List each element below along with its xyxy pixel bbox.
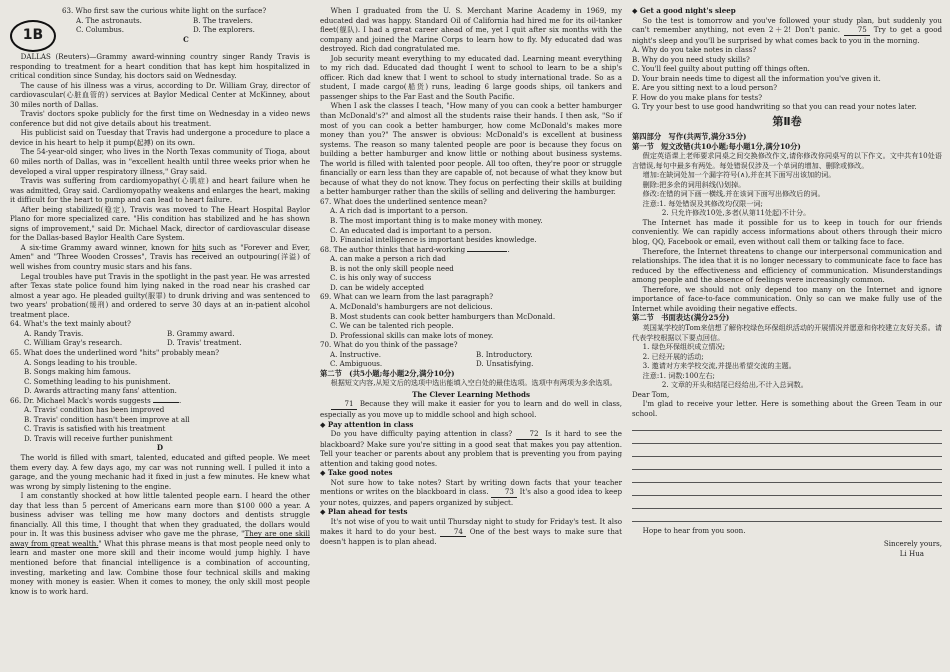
paragraph: When I ask the classes I teach, "How many of you can cook a better hamburger than McDonald's?" and almost all the students raise their hands. I then ask, "So if most of you can cook a better hamburger, how come McDonald's makes more money than you?" The answer is obvious: McDonald's is excellent at business systems. The reason so many talented people are poor is because they focus on building a better hamburger and know little or nothing about business systems. The world is filled with talented poor people. All too often, they're poor or struggle financially or earn less than they are capable of, not because of what they know but because of what they do not know. They focus on perfecting their skills at building a better hamburger rather than the skills of selling and delivering the hamburger.: [320, 101, 622, 197]
question-69-options: [320, 302, 622, 340]
paragraph: Not sure how to take notes? Start by writing down facts that your teacher mentions or writes on the blackboard in class. 73 It's also a good idea to keep your notes, quizzes, and papers organized by subject.: [320, 477, 622, 507]
question-68: 68. The author thinks that hard-working .: [320, 244, 510, 254]
question-64: 64. What's the text mainly about?: [10, 319, 131, 329]
option: D. The explorers.: [193, 25, 255, 35]
passage-c-title: C: [183, 34, 189, 44]
option: B. Why do you need study skills?: [632, 54, 750, 64]
note: 注意:1. 每处错误及其修改均仅限一词;: [642, 198, 763, 208]
paragraph: The cause of his illness was a virus, according to Dr. William Gray, director of cardiovascular(心脏血管的) services at Baylor Medical Center at McKinney, about 30 miles north of Dallas.: [10, 80, 310, 109]
option: G. Try your best to use good handwriting so that you can read your notes later.: [632, 102, 917, 112]
question-69: 69. What can we learn from the last paragraph?: [320, 292, 494, 302]
blank-71: 71: [331, 399, 357, 410]
option: D. can be widely accepted: [330, 282, 425, 292]
writing-lines: [632, 418, 942, 522]
letter-opening: I'm glad to receive your letter. Here is something about the Green Team in our school.: [632, 399, 942, 418]
point: 2. 已经开展的活动;: [642, 351, 704, 361]
question-67-options: [320, 206, 622, 244]
subheading: ◆ Pay attention in class: [320, 419, 414, 429]
section-2-heading: 第二节 (共5小题;每小题2分,满分10分): [320, 368, 455, 378]
section-2-instructions: 根据短文内容,从短文后的选项中选出能填入空白处的最佳选项。选项中有两项为多余选项。: [330, 378, 617, 388]
letter-salutation: Dear Tom,: [632, 389, 670, 399]
option: D. Financial intelligence is important besides knowledge.: [330, 235, 537, 245]
essay-paragraph: Therefore, the Internet threatens to change our interpersonal communication and relationships. The idea that it is no longer necessary to communicate face to face has reduced by the effectiveness and efficiency of communication. Misunderstandings among people and the absence of feelings were increasingly common.: [632, 246, 942, 285]
option: B. is not the only skill people need: [330, 263, 454, 273]
writing-line: [632, 509, 942, 522]
option: A. Why do you take notes in class?: [632, 45, 757, 55]
rule-add: 增加:在缺词处加一个漏字符号(∧),并在其下面写出该加的词。: [642, 170, 836, 180]
header-row: [10, 6, 310, 52]
paragraph: His publicist said on Tuesday that Travis had undergone a procedure to place a device in his heart to help it pump(起搏) on its own.: [10, 128, 310, 147]
letter-signature: Li Hua: [899, 548, 924, 558]
paragraph: It's not wise of you to wait until Thursday night to study for Friday's test. It also makes it hard to do your best. 74 One of the best ways to make sure that doesn't happen is to plan ahead.: [320, 516, 622, 547]
option: C. We can be talented rich people.: [330, 321, 454, 331]
error-correction-instructions: 假定英语课上老师要求同桌之间交换修改作文,请你修改你同桌写的以下作文。文中共有10处语言错误,每句中最多有两处。每处错误仅涉及一个单词的增加、删除或修改。: [632, 151, 942, 170]
paragraph: After being stabilized(稳定), Travis was moved to The Heart Hospital Baylor Plano for more specialized care. "His condition has stabilized and he has shown signs of improvement," said Dr. Michael Mack, director of cardiovascular disease for the Dallas-based Baylor Health Care System.: [10, 204, 310, 243]
writing-line: [632, 483, 942, 496]
option: E. Are you sitting next to a loud person?: [632, 83, 778, 93]
writing-instructions: 英国某学校的Tom来信想了解你校绿色环保组织活动的开展情况并愿意和你校建立友好关系。请代表学校根据以下要点回信。: [632, 322, 942, 342]
subheading: ◆ Plan ahead for tests: [320, 507, 408, 517]
answer-blank: [467, 251, 507, 252]
writing-line: [632, 496, 942, 509]
column-left: [10, 6, 310, 596]
option: C. You'll feel guilty about putting off things often.: [632, 64, 810, 74]
gap-fill-options: [632, 45, 942, 112]
paragraph: So the test is tomorrow and you've followed your study plan, but suddenly you can't remember anything, not even 2＋2! Don't panic. 75 Try to get a good night's sleep and you'll be surprised by what comes back to you in the morning.: [632, 15, 943, 45]
column-middle: [320, 6, 622, 547]
option: C. Columbus.: [76, 25, 124, 35]
underlined-word-hits: hits: [191, 242, 206, 252]
writing-line: [632, 444, 942, 457]
rule-modify: 修改:在错的词下画一横线,并在该词下面写出修改后的词。: [642, 189, 825, 199]
option: A. Randy Travis.: [24, 328, 84, 338]
column-right: [632, 6, 942, 558]
writing-line: [632, 470, 942, 483]
point: 1. 绿色环保组织成立情况;: [642, 342, 725, 352]
option: B. Most students can cook better hamburgers than McDonald.: [330, 311, 556, 321]
paragraph: Job security meant everything to my educated dad. Learning meant everything to my rich dad. Educated dad thought I went to school to learn to be a ship's officer. Rich dad knew that I went to school to study international trade. So as a student, I made cargo(船货) runs, leading 6 large goods ships, oil tankers and passenger ships to the Far East and the South Pacific.: [320, 53, 622, 101]
writing-line: [632, 457, 942, 470]
option: A. Songs leading to his trouble.: [24, 357, 138, 367]
writing-line: [632, 418, 942, 431]
note: 注意:1. 词数:100左右;: [642, 370, 715, 380]
paragraph: Travis was suffering from cardiomyopathy(心肌症) and heart failure when he was admitted, Gray said. Cardiomyopathy weakens and enlarges the heart, making it difficult for the heart to pump and can lead to heart failure.: [10, 176, 310, 205]
rule-delete: 删除:把多余的词用斜线(\)划掉。: [642, 179, 746, 189]
question-63-block: [62, 6, 310, 44]
option: C. Travis is satisfied with his treatment: [24, 424, 166, 434]
option: A. Instructive.: [330, 349, 382, 359]
paragraph: Travis' doctors spoke publicly for the first time on Wednesday in a video news conference but did not give details about his treatment.: [10, 109, 310, 128]
paragraph: DALLAS (Reuters)—Grammy award-winning country singer Randy Travis is responding to treatment for a heart condition that has kept him hospitalized in critical condition since Sunday, his doctors said on Wednesday.: [10, 52, 310, 81]
option: B. Introductory.: [476, 349, 533, 359]
subheading: ◆ Take good notes: [320, 468, 393, 478]
underlined-sentence: They are one skill away from great wealth.: [10, 529, 310, 548]
part-2-title: 第Ⅱ卷: [772, 115, 802, 129]
essay-paragraph: The Internet has made it possible for us to keep in touch for our friends conveniently. We can rapidly access informations about others through their micro blog, QQ, Facebook or email, even without call them or talking face to face.: [632, 217, 942, 247]
question-67: 67. What does the underlined sentence mean?: [320, 196, 487, 206]
option: B. The travelers.: [193, 15, 253, 25]
paragraph: I am constantly shocked at how little talented people earn. I heard the other day that less than 5 percent of Americans earn more than $100 000 a year. A business adviser was telling me how many doctors and dentists struggle financially. All this time, I thought that when they graduated, the dollars would pour in. It was this business adviser who gave me the phrase, "They are one skill away from great wealth." What this phrase means is that most people need only to learn and master one more skill and their income would jump highly. I have mentioned before that financial intelligence is a combination of accounting, investing, marketing and law. Combine those four technical skills and making money with money is easier. When it comes to money, the only skill most people know is to work hard.: [10, 491, 310, 596]
paragraph: When I graduated from the U. S. Merchant Marine Academy in 1969, my educated dad was happy. Standard Oil of California had hired me for its oil-tanker fleet(舰队). I had a great career ahead of me, yet I quit after six months with the company and joined the Marine Corps to learn how to fly. My educated dad was destroyed. Rich dad congratulated me.: [320, 6, 622, 54]
paragraph: The world is filled with smart, talented, educated and gifted people. We meet them every day. A few days ago, my car was not running well. I pulled it into a garage, and the young mechanic had it fixed in just a few minutes. He knew what was wrong by simply listening to the engine.: [10, 452, 310, 491]
option: A. can make a person a rich dad: [330, 254, 446, 264]
option: B. Travis' condition hasn't been improve at all: [24, 414, 190, 424]
question-63: 63. Who first saw the curious white light on the surface?: [62, 6, 267, 15]
paragraph: The 54-year-old singer, who lives in the North Texas community of Tioga, about 60 miles north of Dallas, was in "excellent health until three weeks prior when he developed a viral upper respiratory illness," Gray said.: [10, 147, 310, 176]
paragraph: Legal troubles have put Travis in the spotlight in the past year. He was arrested after Texas state police found him lying naked in the road near his crashed car almost a year ago. He pleaded guilty(服罪) to drunk driving and was sentenced to two years' probation(缓刑) and ordered to serve 30 days at an in-patient alcohol treatment place.: [10, 271, 310, 319]
option: A. The astronauts.: [76, 15, 142, 25]
blank-75: 75: [844, 25, 870, 36]
question-65-options: [10, 358, 310, 396]
question-70-options: [320, 350, 622, 369]
answer-blank: [153, 402, 179, 403]
writing-line: [632, 431, 942, 444]
option: D. Your brain needs time to digest all the information you've given it.: [632, 73, 881, 83]
blank-73: 73: [491, 487, 517, 498]
writing-heading: 第二节 书面表达(满分25分): [632, 313, 730, 323]
question-65: 65. What does the underlined word "hits" probably mean?: [10, 347, 220, 357]
question-66: 66. Dr. Michael Mack's words suggests .: [10, 395, 182, 405]
blank-74: 74: [440, 527, 466, 538]
point: 3. 邀请对方来学校交流,并提出希望交流的主题。: [642, 361, 796, 371]
option: A. A rich dad is important to a person.: [330, 206, 468, 216]
option: A. McDonald's hamburgers are not delicious.: [330, 301, 493, 311]
question-63-options: [62, 16, 310, 35]
paragraph: A six-time Grammy award winner, known for hits such as "Forever and Ever, Amen" and "Three Wooden Crosses", Travis has received an outpouring(洋溢) of well wishes from country music stars and his fans.: [10, 242, 310, 272]
option: B. Grammy award.: [167, 328, 235, 338]
essay-paragraph: Therefore, we should not only depend too many on the Internet and ignore importance of face-to-face communication. Only so can we make fully use of the Internet while avoiding their negative effects.: [632, 284, 942, 313]
option: C. Ambiguous.: [330, 359, 383, 369]
section-badge: 1B: [10, 20, 56, 52]
error-correction-heading: 第一节 短文改错(共10小题;每小题1分,满分10分): [632, 141, 801, 151]
option: F. How do you make plans for tests?: [632, 92, 763, 102]
passage-d-title: D: [156, 443, 164, 453]
option: A. Travis' condition has been improved: [24, 405, 165, 415]
option: D. Travis will receive further punishment: [24, 433, 173, 443]
question-70: 70. What do you think of the passage?: [320, 340, 458, 350]
article-title: The Clever Learning Methods: [412, 389, 530, 399]
option: D. Professional skills can make lots of money.: [330, 330, 494, 340]
note: 2. 文章的开头和结尾已经给出,不计入总词数。: [661, 380, 808, 390]
paragraph: Do you have difficulty paying attention in class? 72 Is it hard to see the blackboard? Make sure you're sitting in a good seat that makes you pay attention. Tell your teacher or parents about any problem that is preventing you from paying attention and taking good notes.: [320, 429, 622, 468]
option: B. Songs making him famous.: [24, 367, 131, 377]
option: D. Unsatisfying.: [476, 359, 534, 369]
part-4-heading: 第四部分 写作(共两节,满分35分): [632, 132, 747, 142]
option: C. An educated dad is important to a person.: [330, 225, 492, 235]
option: B. The most important thing is to make money with money.: [330, 216, 543, 226]
option: C. William Gray's research.: [24, 338, 123, 348]
letter-closing: Hope to hear from you soon.: [642, 526, 746, 536]
letter-signoff: Sincerely yours,: [883, 538, 942, 548]
subheading: ◆ Get a good night's sleep: [632, 6, 736, 15]
question-64-options: [10, 329, 310, 348]
note: 2. 只允许修改10处,多者(从第11处起)不计分。: [661, 208, 811, 218]
option: D. Awards attracting many fans' attention.: [24, 386, 177, 396]
question-66-options: [10, 405, 310, 443]
blank-72: 72: [516, 429, 542, 440]
paragraph: 71 Because they will make it easier for you to learn and do well in class, especially as you move up to middle school and high school.: [320, 399, 622, 419]
option: C. Something leading to his punishment.: [24, 376, 171, 386]
option: C. is his only way of success: [330, 273, 432, 283]
question-68-options: [320, 254, 622, 292]
option: D. Travis' treatment.: [167, 338, 242, 348]
